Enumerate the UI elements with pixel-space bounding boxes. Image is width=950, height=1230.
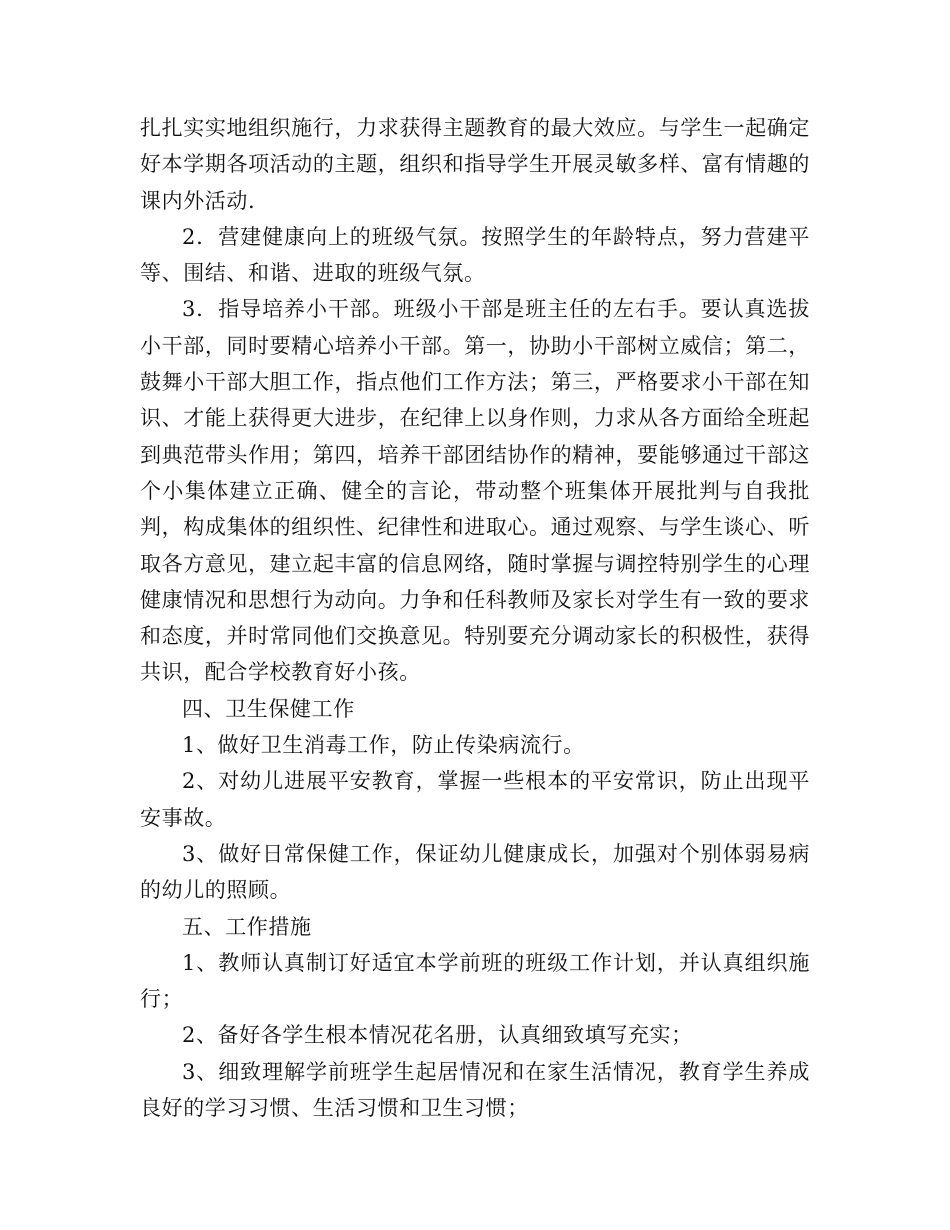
paragraph-disinfection: 1、做好卫生消毒工作，防止传染病流行。 — [182, 733, 585, 758]
paragraph-class-work-plan: 1、教师认真制订好适宜本学前班的班级工作计划，并认真组织施行； — [140, 950, 810, 1012]
paragraph-train-class-cadres: 3．指导培养小干部。班级小干部是班主任的左右手。要认真选拔小干部，同时要精心培养小干部。第一，协助小干部树立威信；第二，鼓舞小干部大胆工作，指点他们工作方法；第三，严格要求小干部在知识、才能上获得更大进步，在纪律上以身作则，力求从各方面给全班起到典范带头作用；第四，培养干部团结协作的精神，要能够通过干部这个小集体建立正确、健全的言论，带动整个班集体开展批判与自我批判，构成集体的组织性、纪律性和进取心。通过观察、与学生谈心、听取各方意见，建立起丰富的信息网络，随时掌握与调控特别学生的心理健康情况和思想行为动向。力争和任科教师及家长对学生有一致的要求和态度，并时常同他们交换意见。特别要充分调动家长的积极性，获得共识，配合学校教育好小孩。 — [140, 297, 810, 685]
section-heading-health-care: 四、卫生保健工作 — [182, 696, 355, 721]
paragraph-student-roster: 2、备好各学生根本情况花名册，认真细致填写充实； — [182, 1023, 693, 1048]
paragraph-daily-health-care: 3、做好日常保健工作，保证幼儿健康成长，加强对个别体弱易病的幼儿的照顾。 — [140, 841, 810, 903]
document-page — [140, 110, 810, 1126]
section-heading-work-measures: 五、工作措施 — [182, 914, 312, 939]
paragraph-continued-theme-education: 扎扎实实地组织施行，力求获得主题教育的最大效应。与学生一起确定好本学期各项活动的主题，组织和指导学生开展灵敏多样、富有情趣的课内外活动. — [140, 116, 810, 213]
paragraph-safety-education: 2、对幼儿进展平安教育，掌握一些根本的平安常识，防止出现平安事故。 — [140, 769, 810, 830]
paragraph-class-atmosphere: 2．营建健康向上的班级气氛。按照学生的年龄特点，努力营建平等、围结、和谐、进取的班级气氛。 — [140, 224, 810, 286]
paragraph-student-habits: 3、细致理解学前班学生起居情况和在家生活情况，教育学生养成良好的学习习惯、生活习惯和卫生习惯； — [140, 1059, 810, 1121]
